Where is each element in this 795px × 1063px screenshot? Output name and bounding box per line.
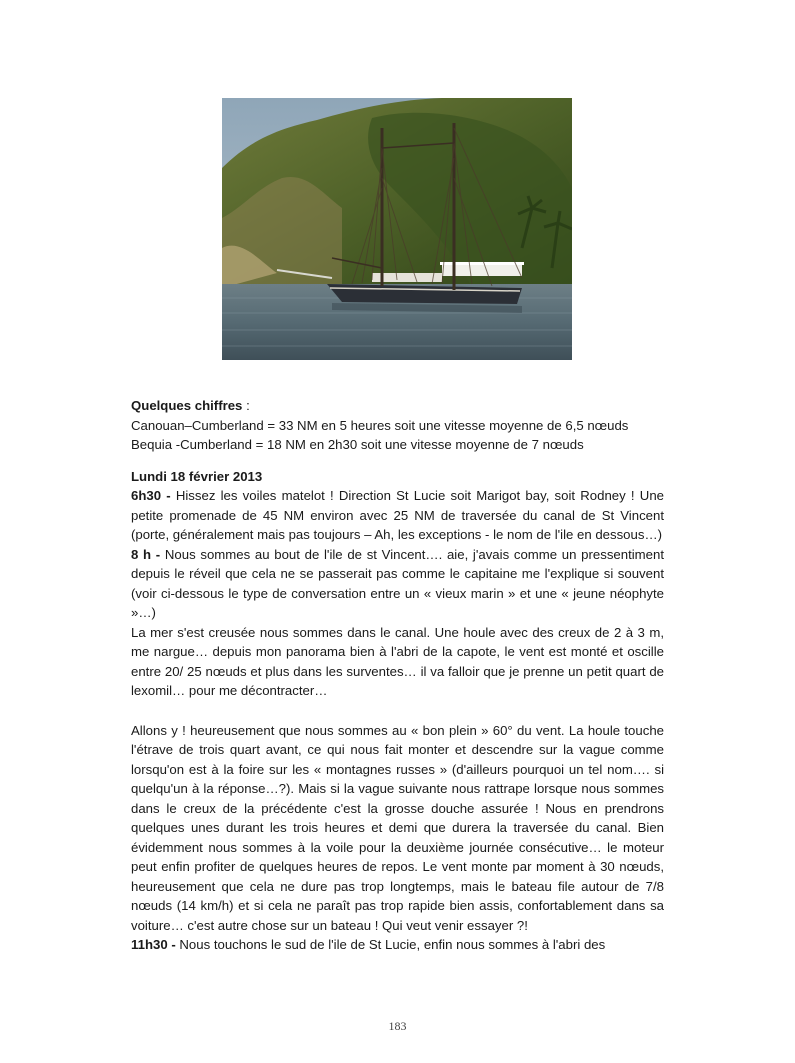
entry-text: Nous touchons le sud de l'ile de St Lucie, enfin nous sommes à l'abri des: [175, 937, 606, 952]
summary-heading-suffix: :: [242, 398, 250, 413]
summary-heading: Quelques chiffres: [131, 398, 243, 413]
day-title-line: [131, 467, 664, 487]
entry-11h30: [131, 935, 664, 955]
summary-heading-line: [131, 396, 664, 416]
entry-text: Hissez les voiles matelot ! Direction St Lucie soit Marigot bay, soit Rodney ! Une petite promenade de 45 NM environ avec 25 NM de traversée du canal de St Vincent (porte, généralement mais pas toujours – Ah, les exceptions - le nom de l'ile en dessous…): [131, 488, 664, 542]
sailboat-photo: [222, 98, 572, 360]
spacer: [131, 701, 664, 721]
day-title: Lundi 18 février 2013: [131, 468, 263, 484]
entry-8h: [131, 545, 664, 623]
spacer: [131, 455, 664, 467]
sailboat-illustration: [222, 98, 572, 360]
summary-line-1: Canouan–Cumberland = 33 NM en 5 heures soit une vitesse moyenne de 6,5 nœuds: [131, 417, 629, 433]
paragraph-mer: La mer s'est creusée nous sommes dans le canal. Une houle avec des creux de 2 à 3 m, me nargue… depuis mon panorama bien à l'abri de la capote, le vent est monté et oscille entre 20/ 25 nœuds et plus dans les surventes… il va falloir que je prenne un petit quart de lexomil… pour me décontracter…: [131, 624, 664, 698]
entry-6h30: [131, 486, 664, 545]
page-content: [131, 396, 664, 955]
entry-time: 8 h -: [131, 546, 161, 562]
entry-time: 11h30 -: [131, 937, 176, 952]
summary-line-2: Bequia -Cumberland = 18 NM en 2h30 soit une vitesse moyenne de 7 nœuds: [131, 437, 584, 452]
page-number: 183: [388, 1019, 407, 1033]
entry-text: Nous sommes au bout de l'ile de st Vincent…. aie, j'avais comme un pressentiment depuis le réveil que cela ne se passerait pas comme le capitaine me l'explique si souvent (voir ci-dessous le type de conversation entre un « vieux marin » et une « jeune néophyte »…): [131, 546, 664, 620]
paragraph-allons: Allons y ! heureusement que nous sommes au « bon plein » 60° du vent. La houle touche l'étrave de trois quart avant, ce qui nous fait monter et descendre sur la vague comme lorsqu'on est à la foire sur les « montagnes russes » (d'ailleurs pourquoi un tel nom…. si quelqu'un à la réponse…?). Mais si la vague suivante nous rattrape lorsque nous sommes dans le creux de la précédente c'est la grosse douche assurée ! Nous en prendrons quelques unes durant les trois heures et demi que durera la traversée du canal. Bien évidemment nous sommes à la voile pour la deuxième journée consécutive… le moteur peut enfin profiter de quelques heures de repos. Le vent monte par moment à 30 nœuds, heureusement que cela ne dure pas trop longtemps, mais le bateau file autour de 7/8 nœuds (14 km/h) et si cela ne paraît pas trop rapide bien assis, confortablement dans sa voiture… c'est autre chose sur un bateau ! Qui veut venir essayer ?!: [131, 722, 664, 933]
entry-time: 6h30 -: [131, 488, 171, 503]
